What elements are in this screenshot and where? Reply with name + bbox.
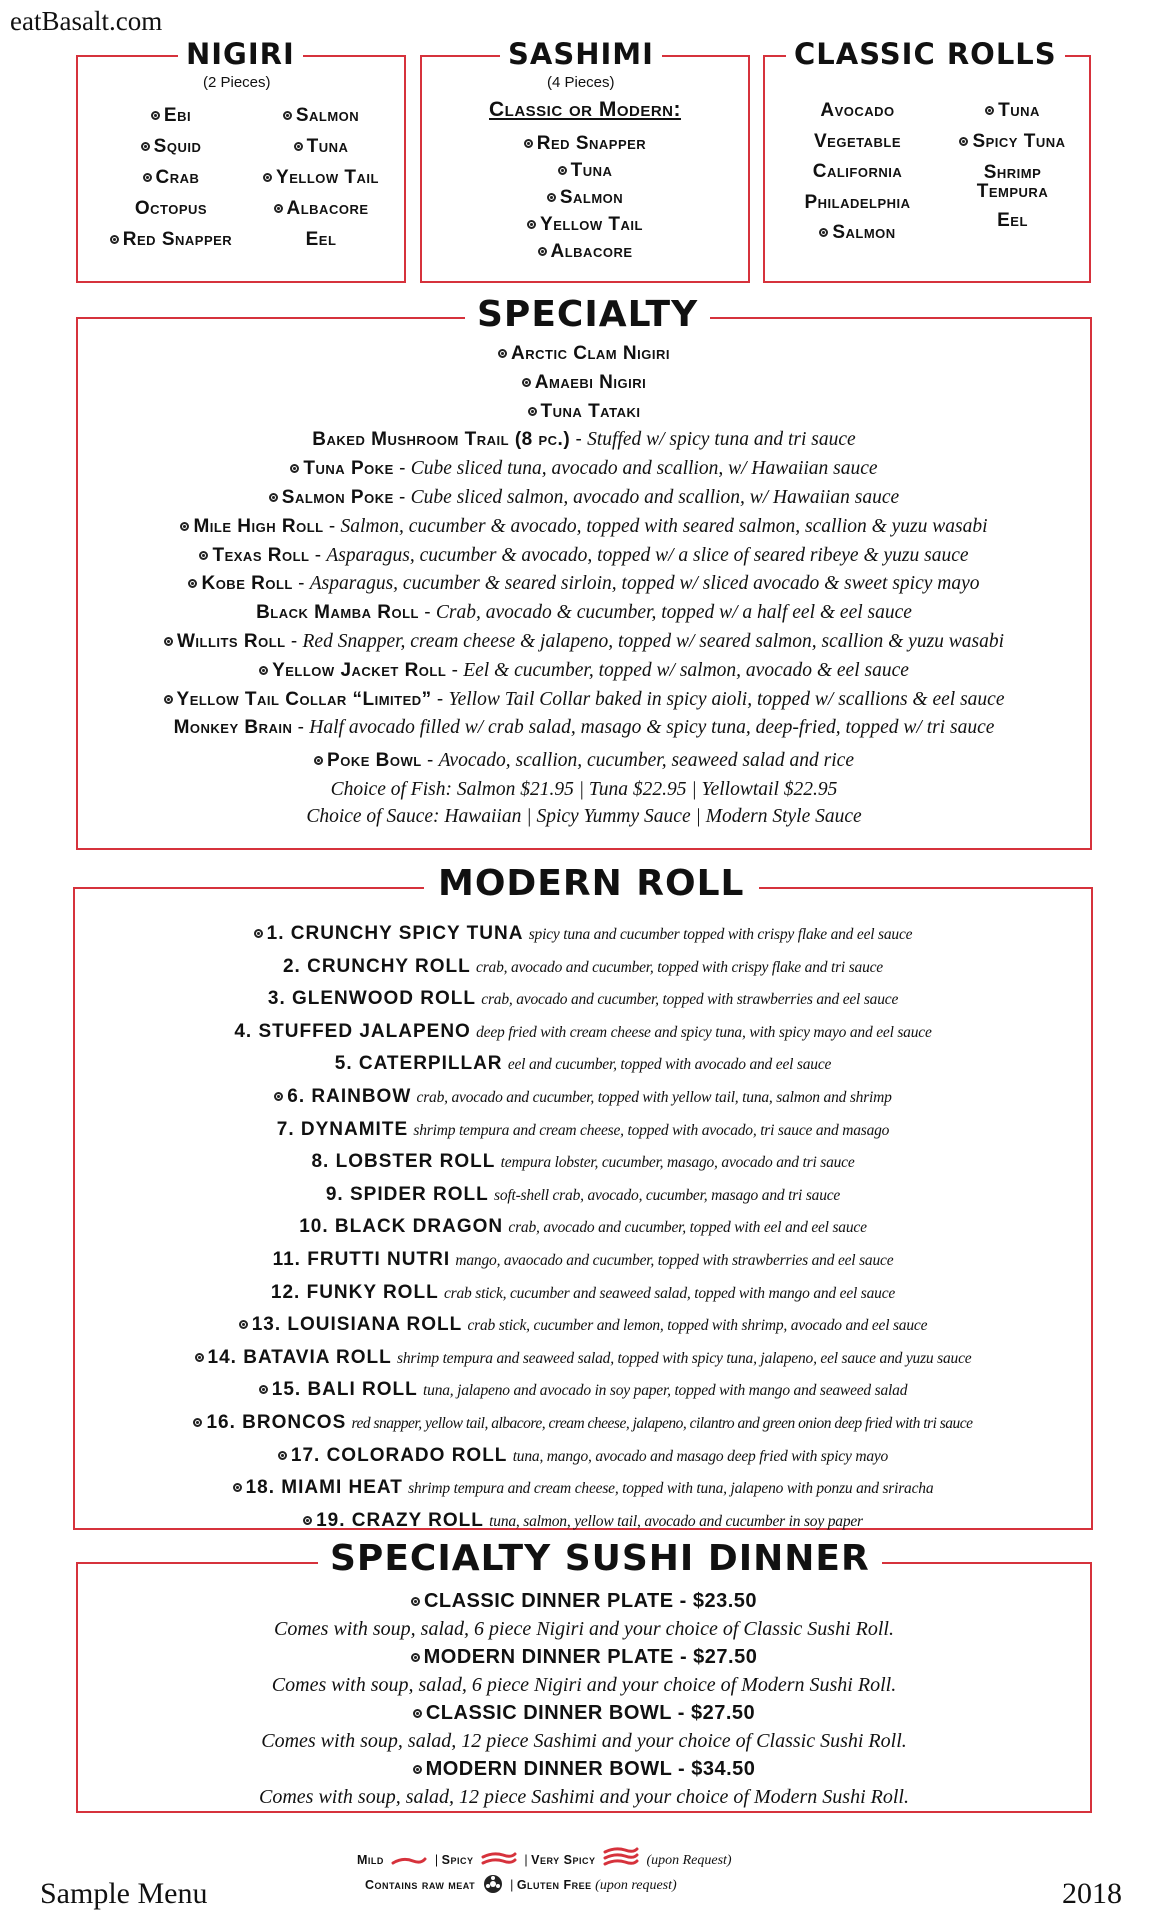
allergen-legend: Contains raw meat | Gluten Free (upon request) — [365, 1874, 677, 1894]
raw-fish-icon — [278, 1451, 287, 1460]
list-item: Mile High Roll - Salmon, cucumber & avocado, topped with seared salmon, scallion & yuzu wasabi — [76, 513, 1092, 542]
list-item: 1. CRUNCHY SPICY TUNA spicy tuna and cucumber topped with crispy flake and eel sauce — [73, 918, 1093, 951]
list-item: 16. BRONCOS red snapper, yellow tail, albacore, cream cheese, jalapeno, cilantro and green onion deep fried with tri sauce — [73, 1407, 1093, 1440]
list-item: 15. BALI ROLL tuna, jalapeno and avocado in soy paper, topped with mango and seaweed salad — [73, 1374, 1093, 1407]
list-item: Tuna — [236, 131, 406, 162]
specialty-title: SPECIALTY — [465, 297, 710, 333]
list-item: Salmon — [236, 100, 406, 131]
list-item: 5. CATERPILLAR eel and cucumber, topped with avocado and eel sauce — [334, 1053, 832, 1075]
footer-year: 2018 — [1062, 1877, 1122, 1910]
raw-fish-icon — [180, 522, 189, 531]
list-item: Kobe Roll - Asparagus, cucumber & seared sirloin, topped w/ sliced avocado & sweet spicy mayo — [76, 570, 1092, 599]
sashimi-subtitle: (4 Pieces) — [547, 74, 615, 91]
list-item: MODERN DINNER BOWL - $34.50 — [76, 1755, 1092, 1783]
site-url: eatBasalt.com — [10, 6, 163, 36]
list-item: 4. STUFFED JALAPENO deep fried with cream cheese and spicy tuna, with spicy mayo and eel sauce — [234, 1020, 932, 1042]
list-item: California — [812, 161, 903, 182]
raw-fish-icon — [303, 1516, 312, 1525]
list-item: Baked Mushroom Trail (8 pc.) - Stuffed w/ spicy tuna and tri sauce — [312, 429, 856, 451]
classic-rolls-list-right — [930, 96, 1095, 237]
list-item: Vegetable — [814, 130, 901, 152]
raw-fish-icon — [522, 378, 531, 387]
list-item: 13. LOUISIANA ROLL crab stick, cucumber and lemon, topped with shrimp, avocado and eel sauce — [73, 1309, 1093, 1342]
list-item: Albacore — [420, 238, 750, 265]
dinner-description: Comes with soup, salad, 12 piece Sashimi and your choice of Classic Sushi Roll. — [261, 1730, 907, 1752]
dinner-list — [76, 1587, 1092, 1811]
raw-fish-icon — [274, 204, 283, 213]
nigiri-subtitle: (2 Pieces) — [203, 74, 271, 91]
list-item: 8. LOBSTER ROLL tempura lobster, cucumber, masago, avocado and tri sauce — [311, 1151, 855, 1173]
sashimi-list — [420, 130, 750, 265]
raw-fish-icon — [413, 1765, 422, 1774]
list-item: 18. MIAMI HEAT shrimp tempura and cream cheese, topped with tuna, jalapeno with ponzu and sriracha — [73, 1472, 1093, 1505]
list-item: 2. CRUNCHY ROLL crab, avocado and cucumber, topped with crispy flake and tri sauce — [282, 955, 883, 977]
raw-fish-icon — [110, 235, 119, 244]
list-item: Texas Roll - Asparagus, cucumber & avocado, topped w/ a slice of seared ribeye & yuzu sauce — [76, 542, 1092, 571]
raw-fish-icon — [188, 579, 197, 588]
legend-mild-label: Mild — [357, 1853, 384, 1867]
fish-choice: Choice of Fish: Salmon $21.95 | Tuna $22.95 | Yellowtail $22.95 — [330, 778, 838, 800]
raw-fish-icon — [164, 637, 173, 646]
chili-spicy-icon — [481, 1851, 517, 1867]
list-item: CLASSIC DINNER BOWL - $27.50 — [76, 1699, 1092, 1727]
raw-fish-icon — [164, 695, 173, 704]
list-item: Monkey Brain - Half avocado filled w/ crab salad, masago & spicy tuna, deep-fried, topped w/ tri sauce — [173, 717, 995, 739]
raw-fish-icon — [263, 173, 272, 182]
list-item: Yellow Tail — [420, 211, 750, 238]
list-item: Tuna Tataki — [76, 398, 1092, 427]
list-item: Salmon — [770, 218, 945, 249]
raw-fish-icon — [283, 111, 292, 120]
list-item: 14. BATAVIA ROLL shrimp tempura and seaweed salad, topped with spicy tuna, jalapeno, eel sauce and yuzu sauce — [73, 1342, 1093, 1375]
list-item: MODERN DINNER PLATE - $27.50 — [76, 1643, 1092, 1671]
raw-fish-icon — [151, 111, 160, 120]
raw-fish-icon — [959, 137, 968, 146]
list-item: Octopus — [134, 198, 208, 219]
raw-fish-icon — [528, 407, 537, 416]
list-item: Eel — [305, 229, 337, 250]
raw-fish-icon — [411, 1653, 420, 1662]
list-item: Yellow Tail Collar “Limited” - Yellow Tail Collar baked in spicy aioli, topped w/ scallions & eel sauce — [76, 686, 1092, 715]
list-item: CLASSIC DINNER PLATE - $23.50 — [76, 1587, 1092, 1615]
list-item: Eel — [997, 210, 1028, 231]
chili-very-spicy-icon — [603, 1847, 639, 1867]
legend-gluten-note: (upon request) — [595, 1878, 677, 1893]
raw-fish-icon — [538, 247, 547, 256]
raw-fish-icon — [819, 228, 828, 237]
raw-fish-icon — [259, 666, 268, 675]
list-item: Amaebi Nigiri — [76, 369, 1092, 398]
list-item: Spicy Tuna — [930, 127, 1095, 158]
raw-fish-icon — [233, 1483, 242, 1492]
list-item: Red Snapper — [420, 130, 750, 157]
raw-fish-icon — [547, 193, 556, 202]
legend-raw-label: Contains raw meat — [365, 1878, 476, 1892]
raw-fish-icon — [524, 139, 533, 148]
list-item: Avocado — [820, 100, 895, 121]
raw-fish-icon — [483, 1874, 503, 1894]
dinner-description: Comes with soup, salad, 12 piece Sashimi and your choice of Modern Sushi Roll. — [259, 1786, 909, 1808]
list-item: 19. CRAZY ROLL tuna, salmon, yellow tail, avocado and cucumber in soy paper — [73, 1505, 1093, 1538]
raw-fish-icon — [141, 142, 150, 151]
nigiri-list-left — [86, 100, 256, 255]
raw-fish-icon — [314, 756, 323, 765]
list-item: Salmon Poke - Cube sliced salmon, avocado and scallion, w/ Hawaiian sauce — [76, 484, 1092, 513]
list-item: 11. FRUTTI NUTRI mango, avaocado and cucumber, topped with strawberries and eel sauce — [272, 1248, 894, 1270]
list-item: Albacore — [236, 193, 406, 224]
raw-fish-icon — [254, 929, 263, 938]
list-item: 10. BLACK DRAGON crab, avocado and cucumber, topped with eel and eel sauce — [299, 1216, 867, 1238]
raw-fish-icon — [274, 1092, 283, 1101]
list-item: 17. COLORADO ROLL tuna, mango, avocado and masago deep fried with spicy mayo — [73, 1440, 1093, 1473]
raw-fish-icon — [498, 349, 507, 358]
list-item: Shrimp Tempura — [976, 162, 1049, 202]
list-item: Yellow Tail — [236, 162, 406, 193]
list-item: Tuna — [420, 157, 750, 184]
dinner-description: Comes with soup, salad, 6 piece Nigiri and your choice of Modern Sushi Roll. — [271, 1674, 897, 1696]
raw-fish-icon — [527, 220, 536, 229]
legend-upon-request: (upon Request) — [646, 1853, 732, 1868]
list-item: Black Mamba Roll - Crab, avocado & cucumber, topped w/ a half eel & eel sauce — [256, 602, 912, 624]
list-item: 12. FUNKY ROLL crab stick, cucumber and seaweed salad, topped with mango and eel sauce — [270, 1281, 896, 1303]
raw-fish-icon — [413, 1709, 422, 1718]
modern-roll-list — [73, 918, 1093, 1537]
nigiri-title: NIGIRI — [178, 40, 303, 69]
classic-rolls-title: CLASSIC ROLLS — [786, 40, 1065, 69]
raw-fish-icon — [143, 173, 152, 182]
spice-legend: Mild | Spicy | Very Spicy (upon Request) — [357, 1847, 732, 1869]
sauce-choice: Choice of Sauce: Hawaiian | Spicy Yummy Sauce | Modern Style Sauce — [306, 805, 862, 827]
list-item: Poke Bowl - Avocado, scallion, cucumber, seaweed salad and rice — [76, 747, 1092, 776]
raw-fish-icon — [411, 1597, 420, 1606]
dinner-description: Comes with soup, salad, 6 piece Nigiri and your choice of Classic Sushi Roll. — [274, 1618, 894, 1640]
legend-very-spicy-label: Very Spicy — [531, 1853, 596, 1867]
legend-gluten-label: Gluten Free — [516, 1878, 592, 1892]
modern-roll-title: MODERN ROLL — [424, 866, 759, 902]
classic-rolls-list-left — [770, 96, 945, 249]
list-item: Ebi — [86, 100, 256, 131]
list-item: 3. GLENWOOD ROLL crab, avocado and cucumber, topped with strawberries and eel sauce — [267, 988, 899, 1010]
raw-fish-icon — [195, 1353, 204, 1362]
list-item: Crab — [86, 162, 256, 193]
list-item: Philadelphia — [804, 191, 911, 213]
list-item: Yellow Jacket Roll - Eel & cucumber, topped w/ salmon, avocado & eel sauce — [76, 657, 1092, 686]
nigiri-list-right — [236, 100, 406, 255]
list-item: 6. RAINBOW crab, avocado and cucumber, topped with yellow tail, tuna, salmon and shrimp — [73, 1081, 1093, 1114]
footer-sample-menu: Sample Menu — [40, 1877, 208, 1910]
list-item: 7. DYNAMITE shrimp tempura and cream cheese, topped with avocado, tri sauce and masago — [276, 1118, 890, 1140]
chili-mild-icon — [391, 1855, 427, 1867]
list-item: Willits Roll - Red Snapper, cream cheese & jalapeno, topped w/ seared salmon, scallion & yuzu wasabi — [76, 628, 1092, 657]
list-item: 9. SPIDER ROLL soft-shell crab, avocado, cucumber, masago and tri sauce — [325, 1183, 841, 1205]
raw-fish-icon — [558, 166, 567, 175]
sashimi-heading: Classic or Modern: — [489, 98, 681, 121]
list-item: Tuna — [930, 96, 1095, 127]
dinner-title: SPECIALTY SUSHI DINNER — [318, 1541, 882, 1577]
sashimi-title: SASHIMI — [500, 40, 662, 69]
list-item: Arctic Clam Nigiri — [76, 340, 1092, 369]
raw-fish-icon — [259, 1385, 268, 1394]
raw-fish-icon — [199, 551, 208, 560]
raw-fish-icon — [193, 1418, 202, 1427]
list-item: Red Snapper — [86, 224, 256, 255]
specialty-list — [76, 340, 1092, 830]
raw-fish-icon — [290, 464, 299, 473]
list-item: Salmon — [420, 184, 750, 211]
list-item: Squid — [86, 131, 256, 162]
raw-fish-icon — [294, 142, 303, 151]
raw-fish-icon — [239, 1320, 248, 1329]
list-item: Tuna Poke - Cube sliced tuna, avocado and scallion, w/ Hawaiian sauce — [76, 455, 1092, 484]
legend-spicy-label: Spicy — [441, 1853, 474, 1867]
raw-fish-icon — [985, 106, 994, 115]
raw-fish-icon — [269, 493, 278, 502]
